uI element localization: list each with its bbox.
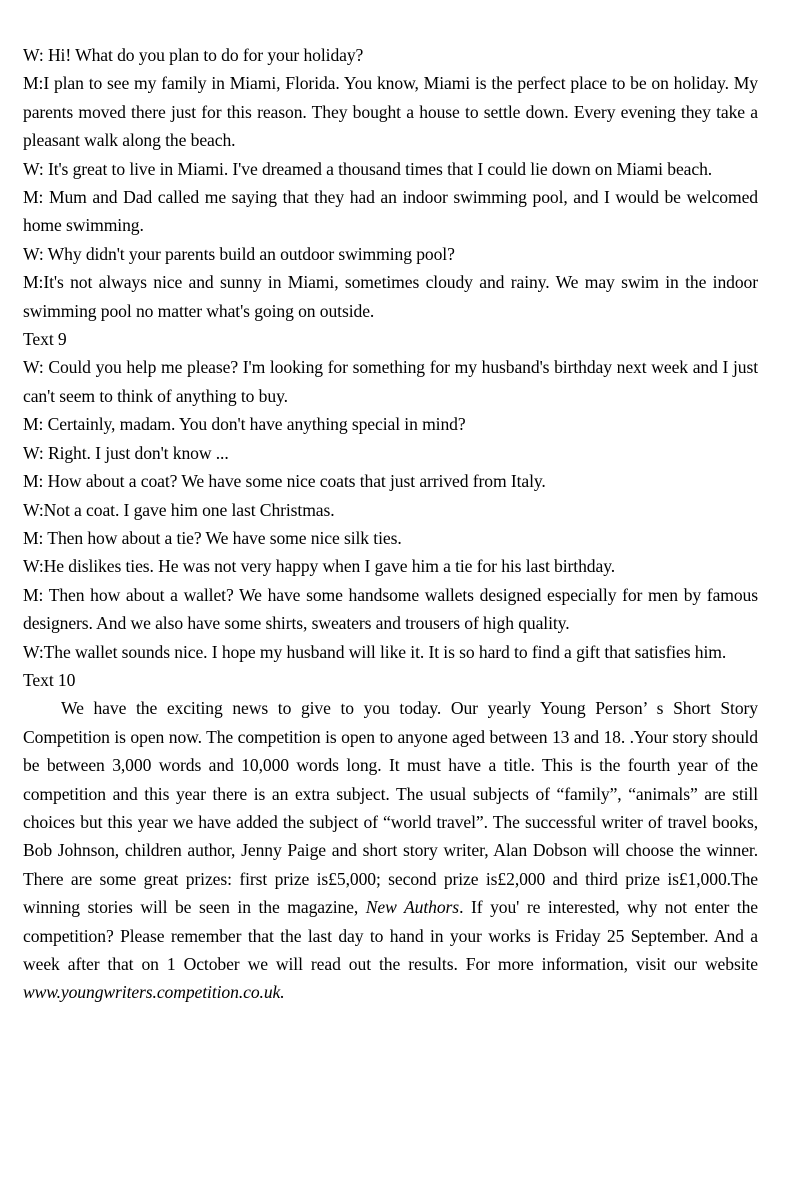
dialogue-line-w: W:He dislikes ties. He was not very happy when I gave him a tie for his last birthday.	[23, 556, 616, 577]
announcement-paragraph	[23, 694, 758, 1006]
section-heading-text-9: Text 9	[23, 329, 67, 350]
dialogue-line-w: W: Right. I just don't know ...	[23, 442, 229, 463]
dialogue-line-w: W: Hi! What do you plan to do for your holiday?	[23, 45, 364, 65]
announcement-text-part2: . If you' re interested, why not enter the competition? Please remember that the last day to hand in your works is Friday 25 September. And a week after that on 1 October we will read out the results. For more information, visit our website	[23, 897, 758, 974]
dialogue-line-m: M: Then how about a tie? We have some nice silk ties.	[23, 527, 402, 548]
dialogue-line-m: M:It's not always nice and sunny in Miami, sometimes cloudy and rainy. We may swim in the indoor swimming pool no matter what's going on outside.	[23, 272, 758, 321]
dialogue-line-m: M:I plan to see my family in Miami, Florida. You know, Miami is the perfect place to be on holiday. My parents moved there just for this reason. They bought a house to settle down. Every evening they take a pleasant walk along the beach.	[23, 73, 758, 151]
dialogue-line-w: W: Could you help me please? I'm looking for something for my husband's birthday next week and I just can't seem to think of anything to buy.	[23, 357, 758, 406]
document-page	[23, 41, 758, 1007]
dialogue-line-m: M: Certainly, madam. You don't have anything special in mind?	[23, 414, 466, 435]
section-heading-text-10: Text 10	[23, 669, 76, 690]
dialogue-line-m: M: Mum and Dad called me saying that they had an indoor swimming pool, and I would be welcomed home swimming.	[23, 187, 758, 236]
dialogue-line-w: W:Not a coat. I gave him one last Christmas.	[23, 499, 335, 520]
dialogue-line-w: W: It's great to live in Miami. I've dreamed a thousand times that I could lie down on Miami beach.	[23, 158, 713, 179]
magazine-title: New Authors	[365, 897, 460, 918]
dialogue-line-w: W: Why didn't your parents build an outdoor swimming pool?	[23, 243, 455, 264]
dialogue-line-m: M: How about a coat? We have some nice coats that just arrived from Italy.	[23, 471, 546, 492]
website-link: www.youngwriters.competition.co.uk.	[23, 982, 285, 1003]
dialogue-line-w: W:The wallet sounds nice. I hope my husband will like it. It is so hard to find a gift that satisfies him.	[23, 641, 727, 662]
dialogue-line-m: M: Then how about a wallet? We have some handsome wallets designed especially for men by famous designers. And we also have some shirts, sweaters and trousers of high quality.	[23, 584, 758, 634]
announcement-text-part1: We have the exciting news to give to you today. Our yearly Young Person’ s Short Story Competition is open now. The competition is open to anyone aged between 13 and 18. .Your story should be between 3,000 words and 10,000 words long. It must have a title. This is the fourth year of the competition and this year there is an extra subject. The usual subjects of “family”, “animals” are still choices but this year we have added the subject of “world travel”. The successful writer of travel books, Bob Johnson, children author, Jenny Paige and short story writer, Alan Dobson will choose the winner. There are some great prizes: first prize is£5,000; second prize is£2,000 and third prize is£1,000.The winning stories will be seen in the magazine,	[23, 698, 758, 918]
